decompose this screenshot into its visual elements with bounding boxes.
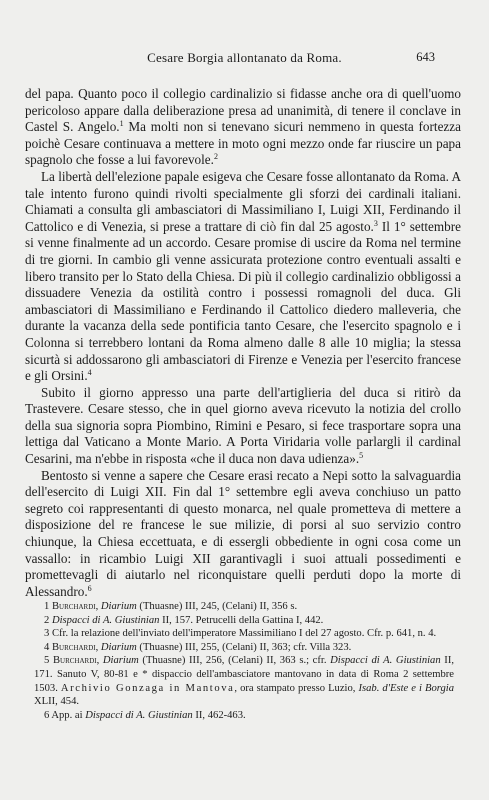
footnote-reference[interactable]: 6: [87, 583, 92, 593]
footnote-text: ,: [96, 655, 103, 667]
footnote-text: 3 Cfr. la relazione dell'inviato dell'imperatore Massimiliano I del 27 agosto. Cfr. p. 641, n. 4.: [44, 628, 437, 640]
footnote-text: 4: [44, 641, 52, 653]
footnote-text: Dispacci di A. Giustinian: [330, 655, 441, 667]
body-paragraph: [25, 169, 461, 385]
body-paragraph: [25, 468, 461, 601]
footnote-text: Dispacci di A. Giustinian: [51, 614, 160, 626]
footnotes: [34, 600, 454, 722]
footnote-text: Diarium: [100, 601, 137, 612]
footnote-reference[interactable]: 5: [359, 451, 364, 461]
footnote-text: Diarium: [102, 655, 139, 667]
paragraph-text: Bentosto si venne a sapere che Cesare erasi recato a Nepi sotto la salvaguardia dell'esercito di Luigi XII. Fin dal 1° settembre egli aveva conchiuso un patto segreto coi rappresentanti di questo monarca, nel quale prometteva di mettere a disposizione del re francese le sue milizie, di porsi al suo servizio contro chiunque, la Chiesa eccettuata, e di essergli obbediente in ogni cosa come un vassallo: in ricambio Luigi XII garantivagli i suoi attuali possedimenti e promettevagli di aiutarlo nel riconquistare quelli perduti dopo la morte di Alessandro.: [25, 467, 461, 599]
footnote-text: II, 462-463.: [192, 709, 246, 721]
footnote-text: Burchardi: [52, 655, 97, 667]
body-text: [25, 86, 461, 600]
footnote-reference[interactable]: 4: [87, 368, 92, 378]
footnote-text: II, 171. Sanuto V, 80-81 e * dispaccio dell'ambasciatore mantovano in data di Roma 2 settembre 1503.: [34, 655, 455, 694]
footnote-text: (Thuasne) III, 255, (Celani) II, 363; cfr. Villa 323.: [136, 641, 352, 653]
footnote: [34, 709, 454, 723]
footnote-text: Archivio Gonzaga in Mantova: [60, 682, 235, 694]
footnote-text: Burchardi: [51, 641, 96, 653]
running-title: Cesare Borgia allontanato da Roma.: [147, 50, 342, 65]
footnote-text: Diarium: [100, 641, 137, 653]
footnote-text: 1: [44, 601, 52, 612]
paragraph-text: del papa. Quanto poco il collegio cardinalizio si fidasse anche ora di quell'uomo pericoloso appare dalla deliberazione presa ad unanimità, di tenere il conclave in Castel S. Angelo.: [25, 86, 461, 135]
body-paragraph: [25, 385, 461, 468]
footnote: [34, 641, 454, 655]
footnote-reference[interactable]: 2: [213, 152, 218, 162]
footnote-text: 6 App. ai: [44, 709, 86, 721]
page-header: [0, 50, 489, 70]
body-paragraph: [25, 86, 461, 169]
footnote-text: Burchardi: [51, 601, 96, 612]
footnote-text: II, 157. Petrucelli della Gattina I, 442.: [159, 614, 324, 626]
paragraph-text: Subito il giorno appresso una parte dell'artiglieria del duca si ritirò da Trastevere. Cesare stesso, che in quel giorno aveva ricevuto la notizia del crollo della sua signoria sopra Piombino, Rimini e Pesaro, si fece trasportare sopra una lettiga dal Vaticano a Monte Mario. A Porta Viridaria volle parlargli il cardinal Cesarini, ma n'ebbe in risposta «che il duca non dava udienza».: [25, 384, 461, 467]
paragraph-text: Ma molti non si tenevano sicuri nemmeno in questa fortezza poichè Cesare continuava a mettere in moto ogni mezzo onde far riuscire un papa spagnolo che fosse a lui favorevole.: [25, 119, 461, 168]
footnote-text: (Thuasne) III, 256, (Celani) II, 363 s.; cfr.: [138, 655, 331, 667]
footnote-text: (Thuasne) III, 245, (Celani) II, 356 s.: [136, 601, 298, 612]
footnote-text: ,: [95, 601, 101, 612]
footnote: [34, 627, 454, 641]
footnote-reference[interactable]: 1: [119, 119, 124, 129]
footnote-text: Dispacci di A. Giustinian: [85, 709, 193, 721]
footnote-text: ,: [95, 641, 101, 653]
paragraph-text: La libertà dell'elezione papale esigeva che Cesare fosse allontanato da Roma. A tale intento furono quindi rivolti specialmente gli sforzi dei cardinali italiani. Chiamati a consulta gli ambasciatori di Massimiliano I, Luigi XII, Ferdinando il Cattolico e di Venezia, si prese a trattare di ciò fin dal 25 agosto.: [25, 168, 461, 234]
footnote: [34, 614, 454, 628]
footnote: [34, 600, 454, 614]
footnote-text: XLII, 454.: [34, 696, 80, 708]
footnote-text: 2: [44, 614, 52, 626]
footnote-text: 5: [44, 655, 53, 667]
footnote-text: Isab. d'Este e i Borgia: [358, 682, 455, 694]
paragraph-text: Il 1° settembre si venne finalmente ad un accordo. Cesare promise di uscire da Roma nel termine di tre giorni. In cambio gli venne assicurata protezione contro eventuali assalti e libero transito per lo Stato della Chiesa. Di più il collegio cardinalizio obbligossi a dissuadere Venezia da ostilità contro i possessi romagnoli del duca. Gli ambasciatori di Massimiliano e Ferdinando il Cattolico diedero malleveria, che durante la vacanza della sede pontificia tanto Cesare, che l'esercito spagnolo e i Colonna si terrebbero lontani da Roma almeno dalle 8 alle 10 miglia; la stessa sicurtà si addossarono gli ambasciatori di Firenze e Venezia per l'esercito francese e gli Orsini.: [25, 218, 461, 384]
footnote-reference[interactable]: 3: [373, 218, 378, 228]
page-number: 643: [416, 50, 435, 64]
footnote: [34, 654, 454, 708]
footnote-text: , ora stampato presso Luzio,: [234, 682, 359, 694]
